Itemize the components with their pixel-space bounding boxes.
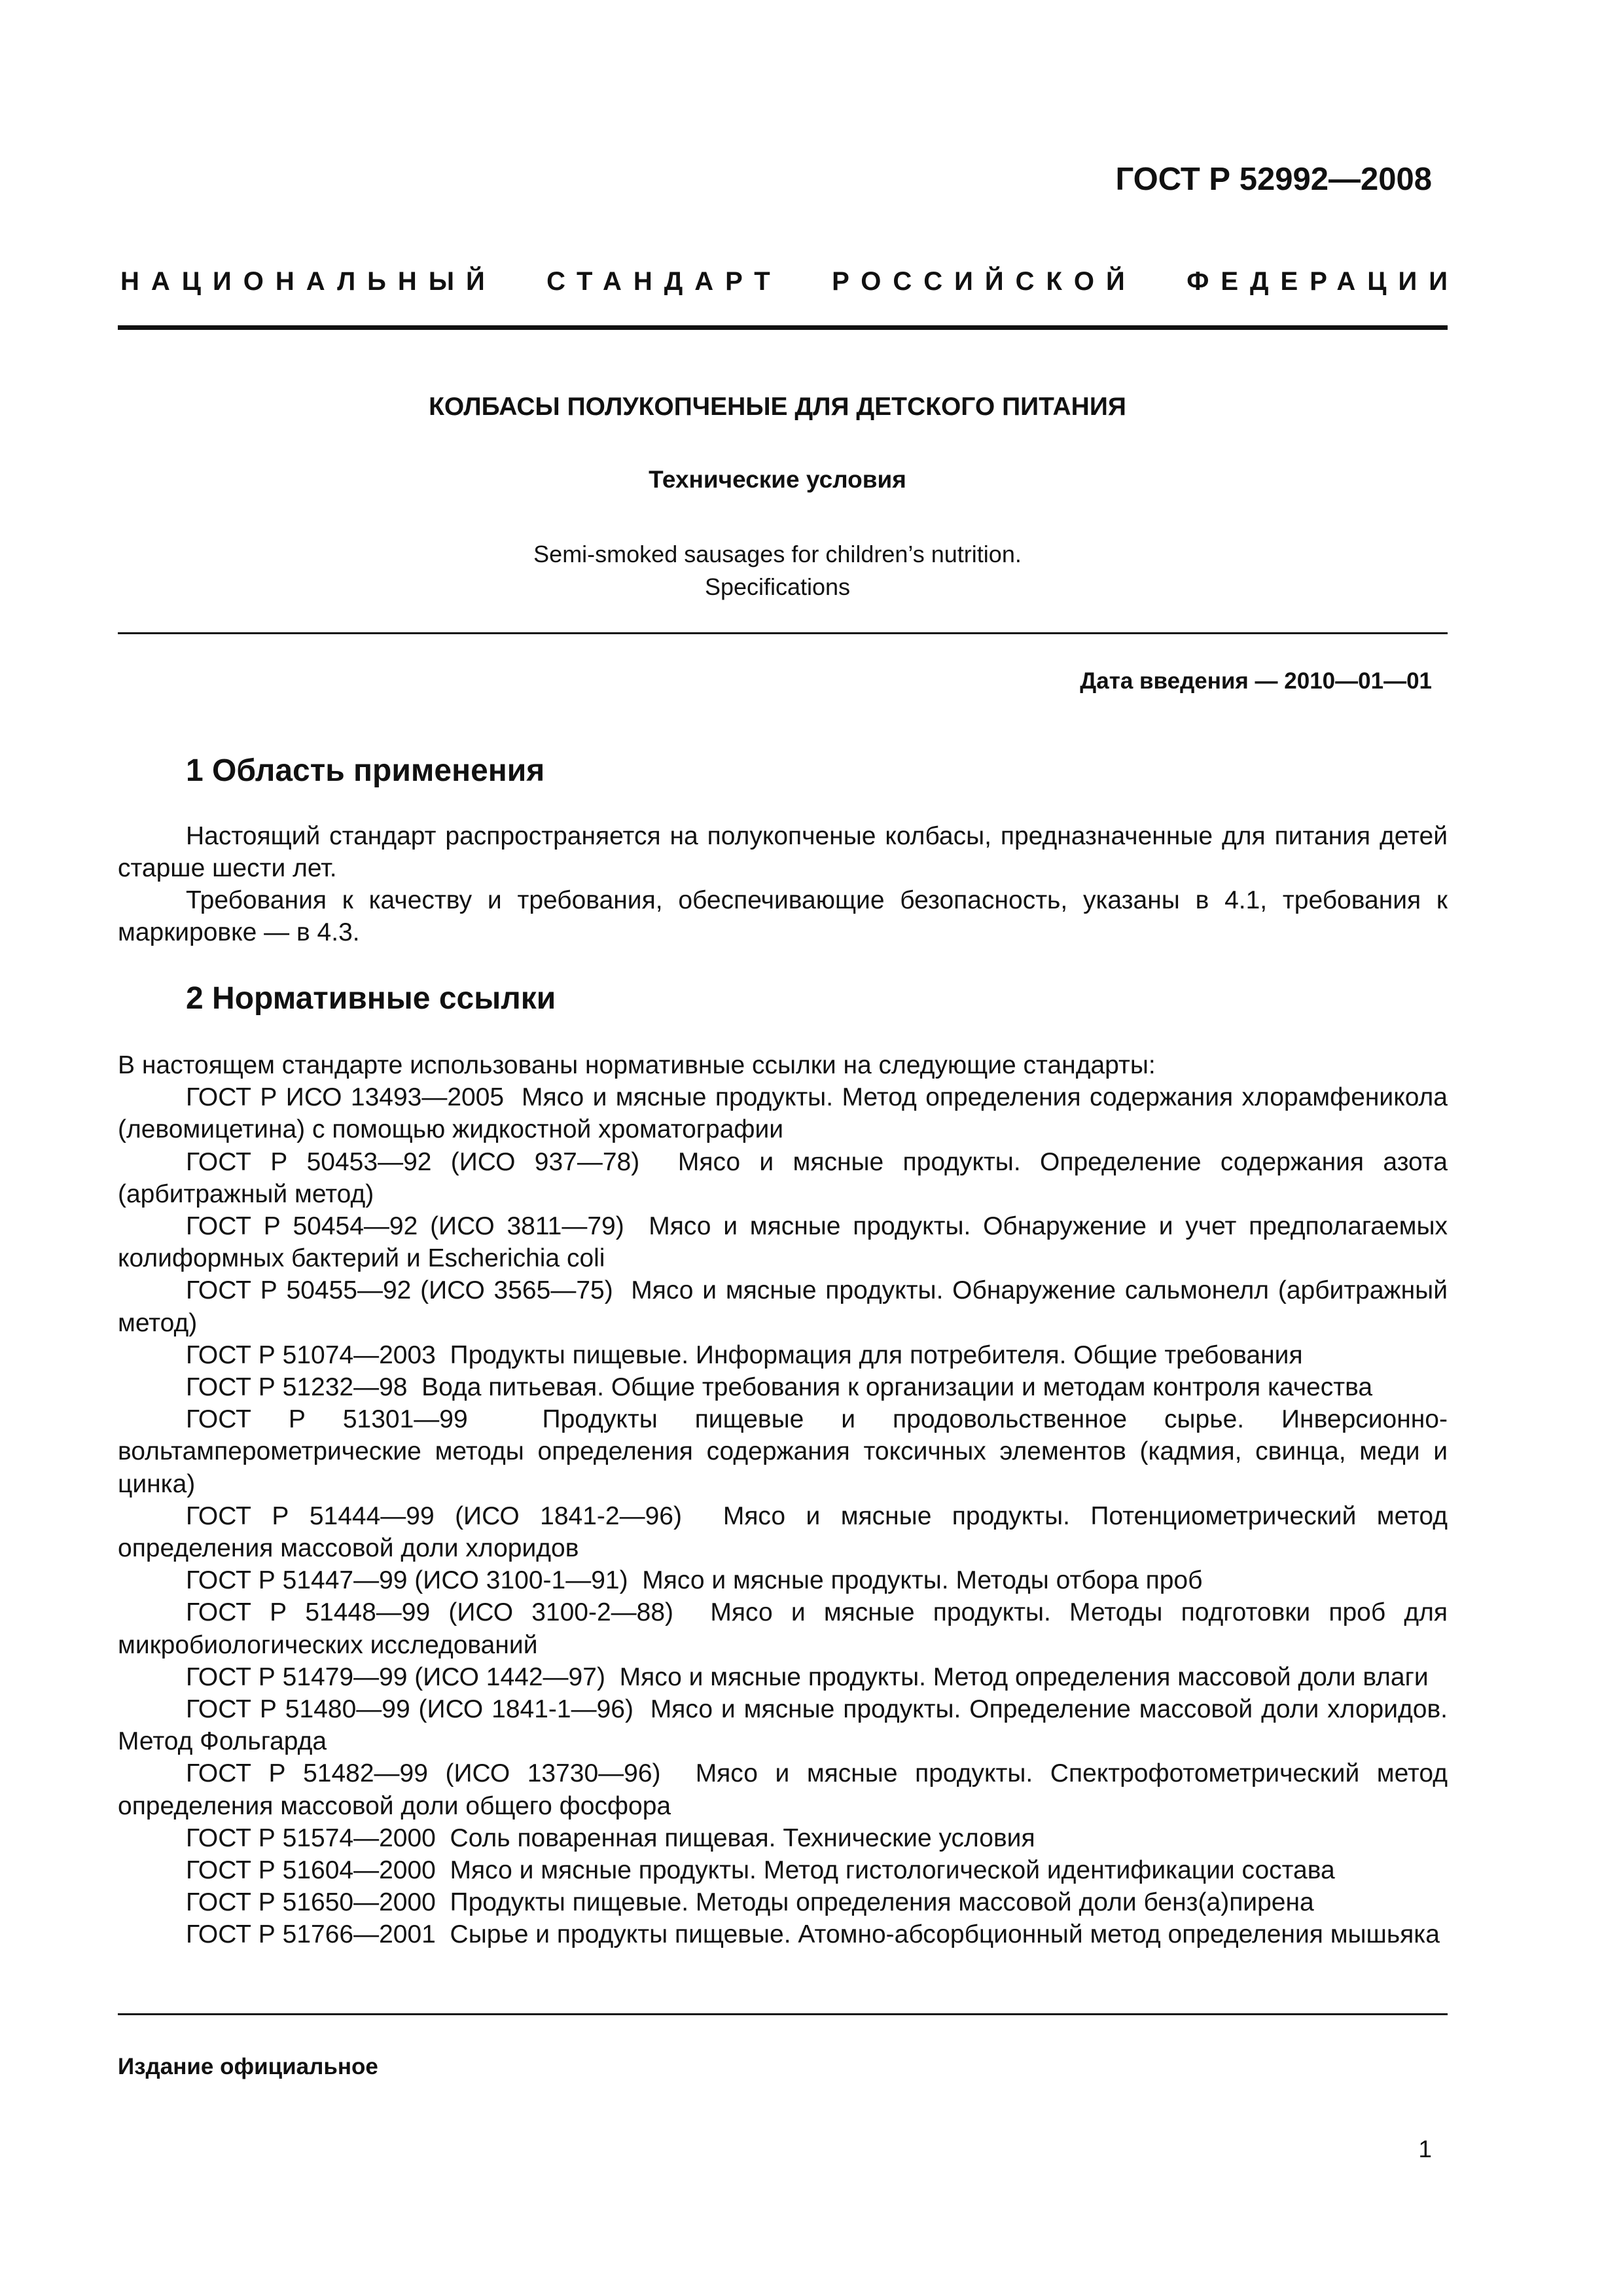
reference-entry xyxy=(118,1596,1448,1660)
section-heading: 1 Область применения xyxy=(186,753,545,788)
banner-word: СТАНДАРТ xyxy=(546,267,782,296)
reference-entry xyxy=(118,1693,1448,1757)
banner-word: НАЦИОНАЛЬНЫЙ xyxy=(120,267,497,296)
reference-title: Мясо и мясные продукты. Метод гистологической идентификации состава xyxy=(450,1856,1335,1885)
title-divider xyxy=(118,632,1448,634)
reference-code: ГОСТ Р 51574—2000 xyxy=(186,1823,436,1852)
banner-word: РОССИЙСКОЙ xyxy=(832,267,1137,296)
reference-title: Мясо и мясные продукты. Методы отбора проб xyxy=(642,1566,1203,1595)
reference-entry xyxy=(118,1854,1448,1886)
reference-title: Мясо и мясные продукты. Определение массовой доли хлоридов. Метод Фольгарда xyxy=(118,1695,1448,1756)
references-lead: В настоящем стандарте использованы нормативные ссылки на следующие стандарты: xyxy=(118,1051,1156,1079)
reference-title: Вода питьевая. Общие требования к организации и методам контроля качества xyxy=(421,1373,1373,1402)
english-title xyxy=(0,538,1555,603)
reference-entry xyxy=(118,1661,1448,1693)
reference-code: ГОСТ Р 51482—99 (ИСО 13730—96) xyxy=(186,1759,661,1788)
footer-divider xyxy=(118,2013,1448,2015)
reference-title: Продукты пищевые и продовольственное сырье. Инверсионно-вольтамперометрические методы определения содержания токсичных элементов (кадмия, свинца, меди и цинка) xyxy=(118,1405,1448,1498)
reference-title: Мясо и мясные продукты. Спектрофотометрический метод определения массовой доли общего фосфора xyxy=(118,1759,1448,1820)
reference-entry xyxy=(118,1757,1448,1821)
introduction-date: Дата введения — 2010—01—01 xyxy=(1080,668,1432,694)
reference-title: Мясо и мясные продукты. Методы подготовки проб для микробиологических исследований xyxy=(118,1598,1448,1659)
reference-code: ГОСТ Р 51232—98 xyxy=(186,1373,408,1402)
english-title-line: Specifications xyxy=(704,573,851,600)
document-subtitle: Технические условия xyxy=(649,466,906,493)
paragraph: Настоящий стандарт распространяется на полукопченые колбасы, предназначенные для питания детей старше шести лет. xyxy=(118,822,1448,882)
reference-entry xyxy=(118,1146,1448,1210)
reference-code: ГОСТ Р 50455—92 (ИСО 3565—75) xyxy=(186,1276,613,1305)
reference-code: ГОСТ Р 51447—99 (ИСО 3100-1—91) xyxy=(186,1566,628,1595)
reference-code: ГОСТ Р 51480—99 (ИСО 1841-1—96) xyxy=(186,1695,633,1724)
reference-entry xyxy=(118,1339,1448,1371)
reference-entry xyxy=(118,1886,1448,1918)
reference-code: ГОСТ Р 51074—2003 xyxy=(186,1340,436,1369)
reference-title: Мясо и мясные продукты. Обнаружение сальмонелл (арбитражный метод) xyxy=(118,1276,1448,1337)
reference-title: Продукты пищевые. Методы определения массовой доли бенз(а)пирена xyxy=(450,1888,1314,1917)
reference-code: ГОСТ Р ИСО 13493—2005 xyxy=(186,1083,505,1112)
reference-title: Сырье и продукты пищевые. Атомно-абсорбционный метод определения мышьяка xyxy=(450,1920,1440,1949)
reference-title: Мясо и мясные продукты. Потенциометрический метод определения массовой доли хлоридов xyxy=(118,1501,1448,1563)
reference-title: Мясо и мясные продукты. Обнаружение и учет предполагаемых колиформных бактерий и Escherichia coli xyxy=(118,1212,1448,1273)
document-code: ГОСТ Р 52992—2008 xyxy=(1115,162,1432,197)
reference-entry xyxy=(118,1210,1448,1274)
reference-title: Продукты пищевые. Информация для потребителя. Общие требования xyxy=(450,1340,1303,1369)
reference-title: Мясо и мясные продукты. Метод определения содержания хлорамфеникола (левомицетина) с помощью жидкостной хроматографии xyxy=(118,1083,1448,1144)
reference-code: ГОСТ Р 51766—2001 xyxy=(186,1920,436,1949)
reference-entry xyxy=(118,1822,1448,1854)
document-title: КОЛБАСЫ ПОЛУКОПЧЕНЫЕ ДЛЯ ДЕТСКОГО ПИТАНИЯ xyxy=(429,393,1126,421)
reference-title: Мясо и мясные продукты. Определение содержания азота (арбитражный метод) xyxy=(118,1147,1448,1208)
reference-title: Мясо и мясные продукты. Метод определения массовой доли влаги xyxy=(619,1662,1429,1691)
paragraph: Требования к качеству и требования, обеспечивающие безопасность, указаны в 4.1, требования к маркировке — в 4.3. xyxy=(118,886,1448,946)
official-edition-label: Издание официальное xyxy=(118,2054,378,2079)
header-divider xyxy=(118,325,1448,330)
reference-entry xyxy=(118,1564,1448,1596)
reference-code: ГОСТ Р 50453—92 (ИСО 937—78) xyxy=(186,1147,640,1176)
section-body xyxy=(118,820,1448,948)
reference-code: ГОСТ Р 50454—92 (ИСО 3811—79) xyxy=(186,1212,624,1241)
reference-code: ГОСТ Р 51448—99 (ИСО 3100-2—88) xyxy=(186,1598,674,1627)
reference-entry xyxy=(118,1500,1448,1564)
reference-code: ГОСТ Р 51444—99 (ИСО 1841-2—96) xyxy=(186,1501,682,1530)
reference-entry xyxy=(118,1274,1448,1338)
reference-entry xyxy=(118,1403,1448,1500)
reference-entry xyxy=(118,1918,1448,1950)
banner-word: ФЕДЕРАЦИИ xyxy=(1186,267,1459,296)
reference-code: ГОСТ Р 51650—2000 xyxy=(186,1888,436,1917)
reference-title: Соль поваренная пищевая. Технические условия xyxy=(450,1823,1035,1852)
reference-code: ГОСТ Р 51604—2000 xyxy=(186,1856,436,1885)
page-number: 1 xyxy=(1418,2136,1432,2162)
reference-entry xyxy=(118,1371,1448,1403)
reference-code: ГОСТ Р 51479—99 (ИСО 1442—97) xyxy=(186,1662,605,1691)
section-heading: 2 Нормативные ссылки xyxy=(186,981,556,1016)
national-standard-banner xyxy=(120,267,1459,296)
reference-entry xyxy=(118,1081,1448,1145)
reference-code: ГОСТ Р 51301—99 xyxy=(186,1405,468,1434)
normative-references xyxy=(118,1049,1448,1951)
english-title-line: Semi-smoked sausages for children’s nutrition. xyxy=(533,541,1022,567)
